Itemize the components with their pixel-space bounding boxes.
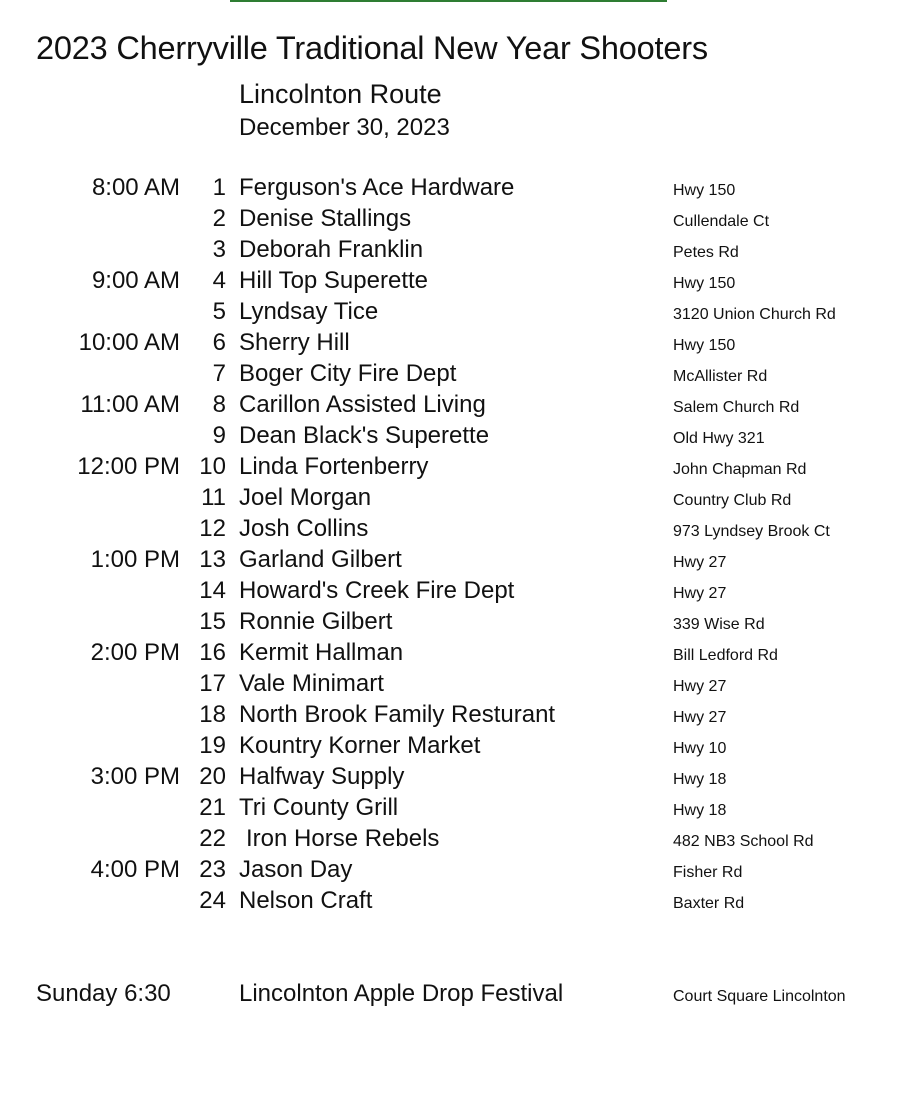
table-row bbox=[0, 451, 923, 482]
stop-number: 21 bbox=[199, 794, 226, 821]
top-divider bbox=[230, 0, 667, 2]
stop-number: 23 bbox=[199, 856, 226, 883]
table-row bbox=[0, 606, 923, 637]
table-row bbox=[0, 513, 923, 544]
stop-address: Bill Ledford Rd bbox=[673, 647, 778, 664]
stop-number: 12 bbox=[199, 515, 226, 542]
event-date: December 30, 2023 bbox=[239, 114, 450, 141]
stop-address: Hwy 10 bbox=[673, 740, 727, 757]
table-row bbox=[0, 668, 923, 699]
stop-name: Josh Collins bbox=[239, 515, 369, 542]
table-row bbox=[0, 358, 923, 389]
stop-name: Ferguson's Ace Hardware bbox=[239, 174, 515, 201]
stop-number: 16 bbox=[199, 639, 226, 666]
page-title: 2023 Cherryville Traditional New Year Shooters bbox=[36, 30, 708, 66]
stop-address: Fisher Rd bbox=[673, 864, 743, 881]
table-row bbox=[0, 854, 923, 885]
stop-address: McAllister Rd bbox=[673, 368, 768, 385]
stop-address: Hwy 18 bbox=[673, 802, 727, 819]
stop-address: Hwy 150 bbox=[673, 337, 736, 354]
stop-address: Hwy 27 bbox=[673, 585, 727, 602]
stop-time: 9:00 AM bbox=[91, 267, 180, 294]
footer-time: Sunday 6:30 bbox=[36, 980, 171, 1007]
table-row bbox=[0, 761, 923, 792]
stop-number: 22 bbox=[199, 825, 226, 852]
table-row bbox=[0, 823, 923, 854]
stop-time: 8:00 AM bbox=[91, 174, 180, 201]
stop-name: Dean Black's Superette bbox=[239, 422, 490, 449]
stop-number: 7 bbox=[212, 360, 226, 387]
stop-number: 18 bbox=[199, 701, 226, 728]
stop-number: 24 bbox=[199, 887, 226, 914]
stop-name: Ronnie Gilbert bbox=[239, 608, 393, 635]
table-row bbox=[0, 544, 923, 575]
stop-address: Petes Rd bbox=[673, 244, 739, 261]
footer-location: Court Square Lincolnton bbox=[673, 988, 846, 1005]
table-row bbox=[0, 792, 923, 823]
route-subtitle: Lincolnton Route bbox=[239, 79, 442, 109]
stop-address: John Chapman Rd bbox=[673, 461, 807, 478]
stop-address: Hwy 27 bbox=[673, 709, 727, 726]
stop-address: Baxter Rd bbox=[673, 895, 745, 912]
stop-name: Carillon Assisted Living bbox=[239, 391, 486, 418]
stop-name: Hill Top Superette bbox=[239, 267, 428, 294]
stop-number: 1 bbox=[212, 174, 226, 201]
stop-address: Cullendale Ct bbox=[673, 213, 770, 230]
stop-number: 6 bbox=[212, 329, 226, 356]
stop-address: 482 NB3 School Rd bbox=[673, 833, 814, 850]
stop-name: Linda Fortenberry bbox=[239, 453, 429, 480]
stop-number: 20 bbox=[199, 763, 226, 790]
stop-address: Salem Church Rd bbox=[673, 399, 800, 416]
stop-address: Hwy 27 bbox=[673, 554, 727, 571]
table-row bbox=[0, 203, 923, 234]
table-row bbox=[0, 172, 923, 203]
stop-time: 3:00 PM bbox=[90, 763, 180, 790]
stop-name: Tri County Grill bbox=[239, 794, 399, 821]
stop-name: Kermit Hallman bbox=[239, 639, 404, 666]
footer-event-name: Lincolnton Apple Drop Festival bbox=[239, 980, 564, 1007]
stop-name: Vale Minimart bbox=[239, 670, 384, 697]
stop-name: Kountry Korner Market bbox=[239, 732, 481, 759]
stop-name: Iron Horse Rebels bbox=[246, 825, 440, 852]
stop-time: 12:00 PM bbox=[77, 453, 180, 480]
table-row bbox=[0, 420, 923, 451]
stop-number: 15 bbox=[199, 608, 226, 635]
table-row bbox=[0, 234, 923, 265]
table-row bbox=[0, 637, 923, 668]
stop-number: 3 bbox=[212, 236, 226, 263]
footer-event-row bbox=[0, 978, 923, 1009]
stop-time: 10:00 AM bbox=[78, 329, 180, 356]
table-row bbox=[0, 265, 923, 296]
table-row bbox=[0, 575, 923, 606]
stop-number: 2 bbox=[212, 205, 226, 232]
stop-number: 5 bbox=[212, 298, 226, 325]
stop-number: 17 bbox=[199, 670, 226, 697]
stop-address: Hwy 18 bbox=[673, 771, 727, 788]
stop-address: 973 Lyndsey Brook Ct bbox=[673, 523, 830, 540]
stop-address: 339 Wise Rd bbox=[673, 616, 765, 633]
stop-time: 11:00 AM bbox=[80, 391, 180, 418]
stop-name: Lyndsay Tice bbox=[239, 298, 379, 325]
table-row bbox=[0, 885, 923, 916]
stop-name: Deborah Franklin bbox=[239, 236, 424, 263]
stop-name: Sherry Hill bbox=[239, 329, 350, 356]
stop-address: 3120 Union Church Rd bbox=[673, 306, 836, 323]
table-row bbox=[0, 730, 923, 761]
stop-address: Hwy 27 bbox=[673, 678, 727, 695]
stop-number: 13 bbox=[199, 546, 226, 573]
stop-name: Garland Gilbert bbox=[239, 546, 402, 573]
stop-name: Nelson Craft bbox=[239, 887, 373, 914]
stop-number: 14 bbox=[199, 577, 226, 604]
table-row bbox=[0, 389, 923, 420]
stop-address: Hwy 150 bbox=[673, 182, 736, 199]
stop-name: Boger City Fire Dept bbox=[239, 360, 457, 387]
table-row bbox=[0, 296, 923, 327]
stop-name: North Brook Family Resturant bbox=[239, 701, 556, 728]
stop-name: Howard's Creek Fire Dept bbox=[239, 577, 515, 604]
stop-address: Country Club Rd bbox=[673, 492, 792, 509]
stop-time: 1:00 PM bbox=[90, 546, 180, 573]
table-row bbox=[0, 327, 923, 358]
stop-address: Old Hwy 321 bbox=[673, 430, 765, 447]
stop-time: 4:00 PM bbox=[90, 856, 180, 883]
stop-number: 11 bbox=[201, 484, 226, 511]
stop-number: 10 bbox=[199, 453, 226, 480]
table-row bbox=[0, 699, 923, 730]
stop-name: Denise Stallings bbox=[239, 205, 412, 232]
stop-number: 19 bbox=[199, 732, 226, 759]
stop-number: 8 bbox=[212, 391, 226, 418]
stop-number: 4 bbox=[212, 267, 226, 294]
stop-name: Jason Day bbox=[239, 856, 353, 883]
table-row bbox=[0, 482, 923, 513]
stop-time: 2:00 PM bbox=[90, 639, 180, 666]
stop-name: Halfway Supply bbox=[239, 763, 405, 790]
stop-number: 9 bbox=[212, 422, 226, 449]
stop-name: Joel Morgan bbox=[239, 484, 372, 511]
stop-address: Hwy 150 bbox=[673, 275, 736, 292]
